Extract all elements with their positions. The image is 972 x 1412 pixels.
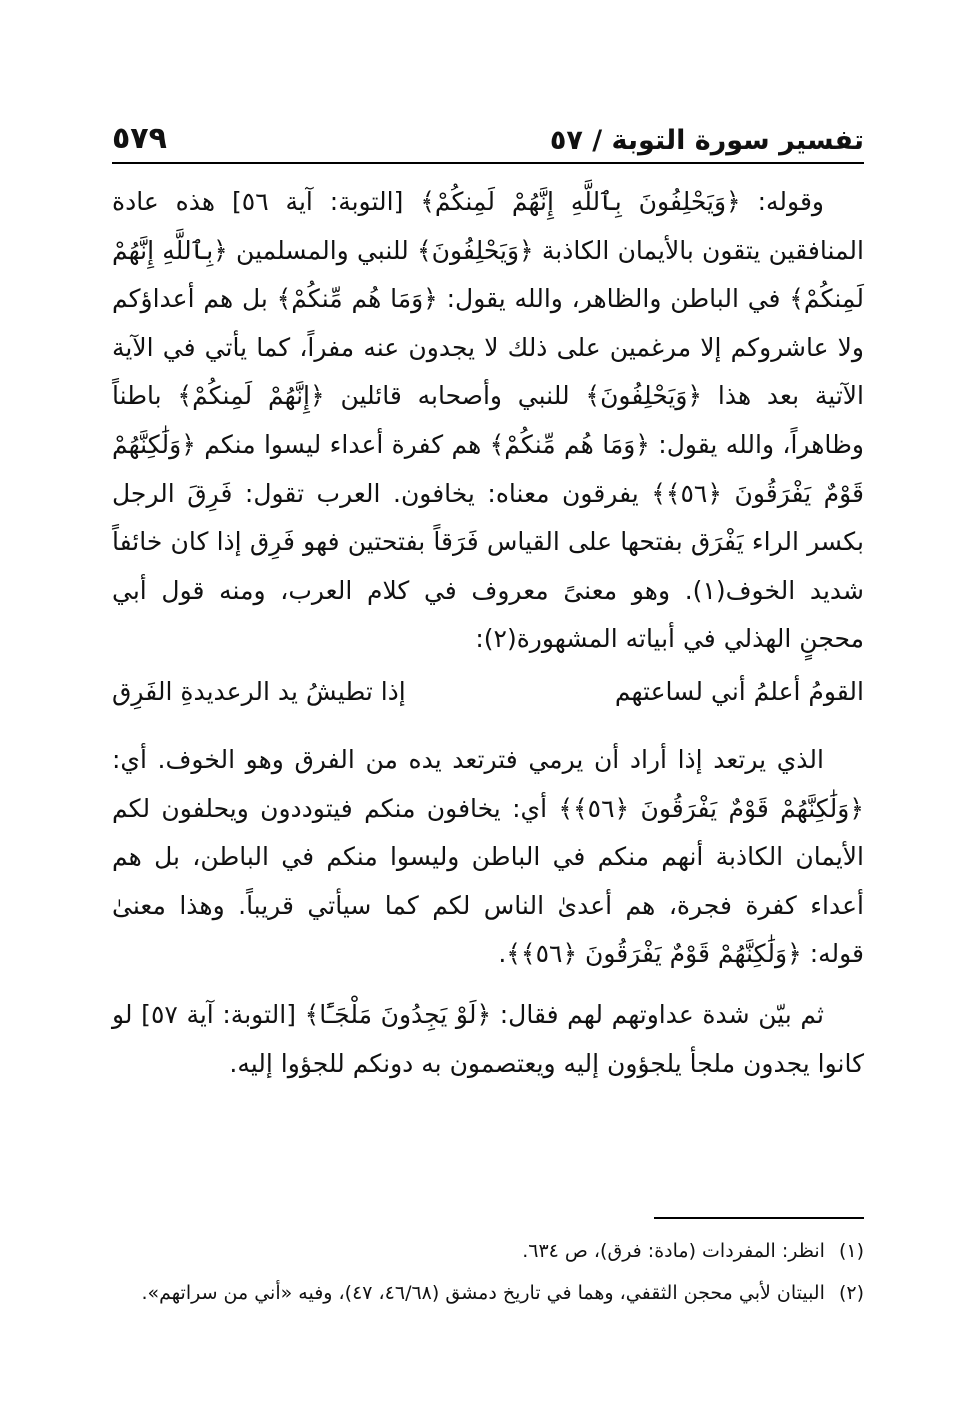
main-text [112, 178, 864, 1088]
footnote-1 [112, 1230, 864, 1272]
footnote-number: (٢) [838, 1282, 864, 1304]
footnote-number: (١) [838, 1240, 864, 1262]
verse-first-hemistich: القومُ أعلمُ أني لساعتهم [614, 676, 864, 706]
footnote-2 [112, 1272, 864, 1314]
paragraph-2: الذي يرتعد إذا أراد أن يرمي فترتعد يده من الفرق وهو الخوف. أي: ﴿وَلَٰكِنَّهُمْ قَوْمٌ يَفْرَقُونَ ﴿٥٦﴾﴾ أي: يخافون منكم فيتوددون ويحلفون لكم الأيمان الكاذبة أنهم منكم في الباطن وليسوا منكم في الباطن، بل هم أعداء كفرة فجرة، هم أعدىٰ الناس لكم كما سيأتي قريباً. وهذا معنىٰ قوله: ﴿وَلَٰكِنَّهُمْ قَوْمٌ يَفْرَقُونَ ﴿٥٦﴾﴾. [112, 744, 864, 969]
header-rule [112, 162, 864, 164]
running-title: تفسير سورة التوبة / ٥٧ [549, 125, 864, 156]
footnote-text: البيتان لأبي محجن الثقفي، وهما في تاريخ دمشق (٤٦/٦٨، ٤٧)، وفيه «أني من سراتهم». [141, 1282, 825, 1304]
paragraph-3: ثم بيّن شدة عداوتهم لهم فقال: ﴿لَوْ يَجِدُونَ مَلْجَـًٔا﴾ [التوبة: آية ٥٧] لو كانوا يجدون ملجأ يلجؤون إليه ويعتصمون به دونكم للجؤوا إليه. [112, 999, 864, 1078]
footnotes [112, 1230, 864, 1314]
footnote-rule [654, 1217, 864, 1219]
poetry-verse [112, 668, 864, 716]
verse-second-hemistich: إذا تطيشُ يد الرعديدةِ الفَرِق [112, 676, 406, 706]
page-number: ٥٧٩ [112, 121, 167, 156]
paragraph-1: وقوله: ﴿وَيَحْلِفُونَ بِٱللَّهِ إِنَّهُمْ لَمِنكُمْ﴾ [التوبة: آية ٥٦] هذه عادة المنافقين يتقون بالأيمان الكاذبة ﴿وَيَحْلِفُونَ﴾ للنبي والمسلمين ﴿بِٱللَّهِ إِنَّهُمْ لَمِنكُمْ﴾ في الباطن والظاهر، والله يقول: ﴿وَمَا هُم مِّنكُمْ﴾ بل هم أعداؤكم ولا عاشروكم إلا مرغمين على ذلك لا يجدون عنه مفراً، كما يأتي في الآية الآتية بعد هذا ﴿وَيَحْلِفُونَ﴾ للنبي وأصحابه قائلين ﴿إِنَّهُمْ لَمِنكُمْ﴾ باطناً وظاهراً، والله يقول: ﴿وَمَا هُم مِّنكُمْ﴾ هم كفرة أعداء ليسوا منكم ﴿وَلَٰكِنَّهُمْ قَوْمٌ يَفْرَقُونَ ﴿٥٦﴾﴾ يفرقون معناه: يخافون. العرب تقول: فَرِقَ الرجل بكسر الراء يَفْرَق بفتحها على القياس فَرَقاً بفتحتين فهو فَرِق إذا كان خائفاً شديد الخوف(١). وهو معنىً معروف في كلام العرب، ومنه قول أبي محجنٍ الهذلي في أبياته المشهورة(٢): [112, 187, 865, 654]
footnote-text: انظر: المفردات (مادة: فرق)، ص ٦٣٤. [522, 1240, 825, 1262]
page-header [112, 96, 864, 156]
